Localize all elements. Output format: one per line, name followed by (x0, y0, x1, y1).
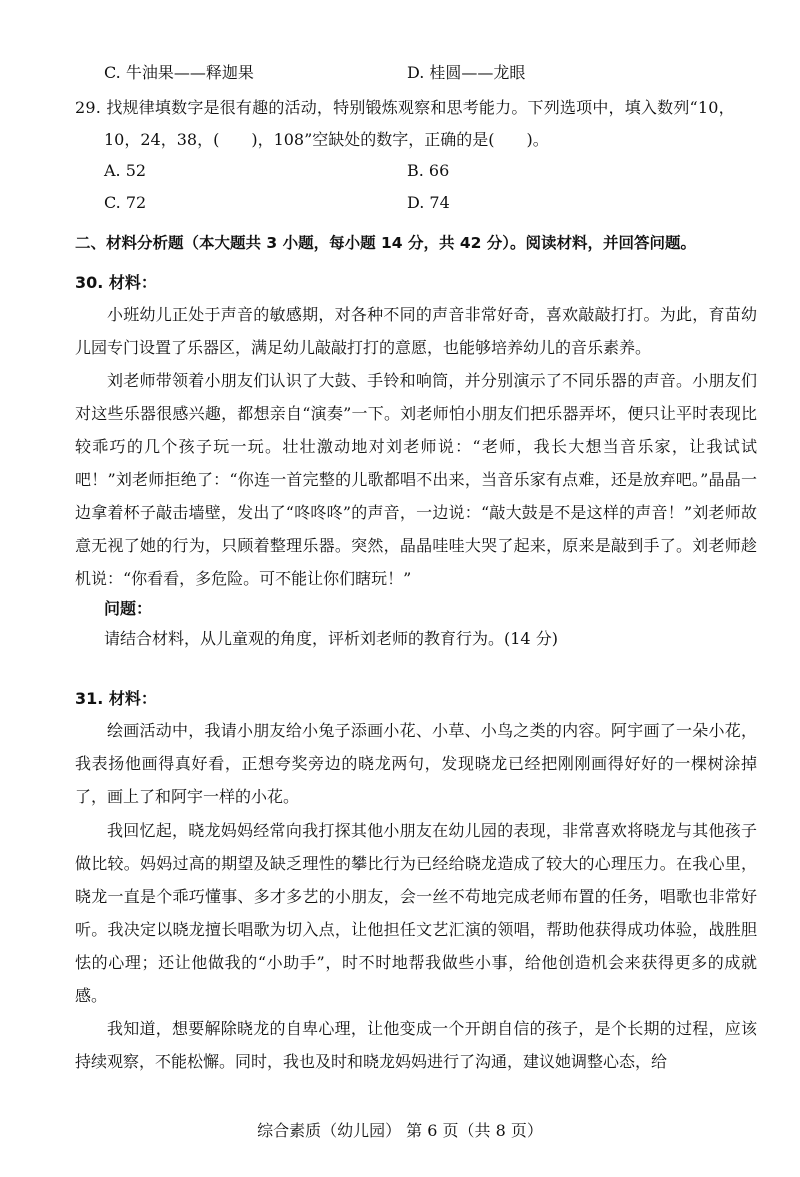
q29-option-d: D. 74 (407, 193, 450, 212)
section2-heading: 二、材料分析题（本大题共 3 小题，每小题 14 分，共 42 分）。阅读材料，并回答问题。 (75, 234, 697, 252)
q29-option-c: C. 72 (104, 193, 147, 212)
q31-paragraph-2: 我回忆起，晓龙妈妈经常向我打探其他小朋友在幼儿园的表现，非常喜欢将晓龙与其他孩子做比较。妈妈过高的期望及缺乏理性的攀比行为已经给晓龙造成了较大的心理压力。在我心里，晓龙一直是个乖巧懂事、多才多艺的小朋友，会一丝不苟地完成老师布置的任务，唱歌也非常好听。我决定以晓龙擅长唱歌为切入点，让他担任文艺汇演的领唱，帮助他获得成功体验，战胜胆怯的心理；还让他做我的“小助手”，时不时地帮我做些小事，给他创造机会来获得更多的成就感。 (75, 821, 757, 1005)
q30-paragraph-1: 小班幼儿正处于声音的敏感期，对各种不同的声音非常好奇，喜欢敲敲打打。为此，育苗幼儿园专门设置了乐器区，满足幼儿敲敲打打的意愿，也能够培养幼儿的音乐素养。 (75, 305, 757, 357)
q29-option-b: B. 66 (407, 161, 450, 180)
q30-label: 30. 材料： (75, 273, 157, 292)
q29-stem-line2: 10，24，38，( )，108”空缺处的数字，正确的是( )。 (104, 130, 549, 149)
q30-question-label: 问题： (104, 599, 153, 618)
q30-question: 请结合材料，从儿童观的角度，评析刘老师的教育行为。(14 分) (104, 629, 558, 648)
q28-option-d: D. 桂圆——龙眼 (407, 63, 526, 82)
page-footer: 综合素质（幼儿园） 第 6 页（共 8 页） (257, 1121, 543, 1140)
q30-paragraph-2: 刘老师带领着小朋友们认识了大鼓、手铃和响筒，并分别演示了不同乐器的声音。小朋友们对这些乐器很感兴趣，都想亲自“演奏”一下。刘老师怕小朋友们把乐器弄坏，便只让平时表现比较乖巧的几个孩子玩一玩。壮壮激动地对刘老师说：“老师，我长大想当音乐家，让我试试吧！”刘老师拒绝了：“你连一首完整的儿歌都唱不出来，当音乐家有点难，还是放弃吧。”晶晶一边拿着杯子敲击墙壁，发出了“咚咚咚”的声音，一边说：“敲大鼓是不是这样的声音！”刘老师故意无视了她的行为，只顾着整理乐器。突然，晶晶哇哇大哭了起来，原来是敲到手了。刘老师趁机说：“你看看，多危险。可不能让你们瞎玩！” (75, 371, 757, 588)
q28-option-c: C. 牛油果——释迦果 (104, 63, 254, 82)
q31-paragraph-1: 绘画活动中，我请小朋友给小兔子添画小花、小草、小鸟之类的内容。阿宇画了一朵小花，我表扬他画得真好看，正想夸奖旁边的晓龙两句，发现晓龙已经把刚刚画得好好的一棵树涂掉了，画上了和阿宇一样的小花。 (75, 721, 757, 806)
q29-option-a: A. 52 (104, 161, 147, 180)
q29-stem-line1: 29. 找规律填数字是很有趣的活动，特别锻炼观察和思考能力。下列选项中，填入数列“10， (75, 98, 735, 117)
q31-paragraph-3: 我知道，想要解除晓龙的自卑心理，让他变成一个开朗自信的孩子，是个长期的过程，应该持续观察，不能松懈。同时，我也及时和晓龙妈妈进行了沟通，建议她调整心态，给 (75, 1019, 757, 1071)
q31-label: 31. 材料： (75, 689, 157, 708)
